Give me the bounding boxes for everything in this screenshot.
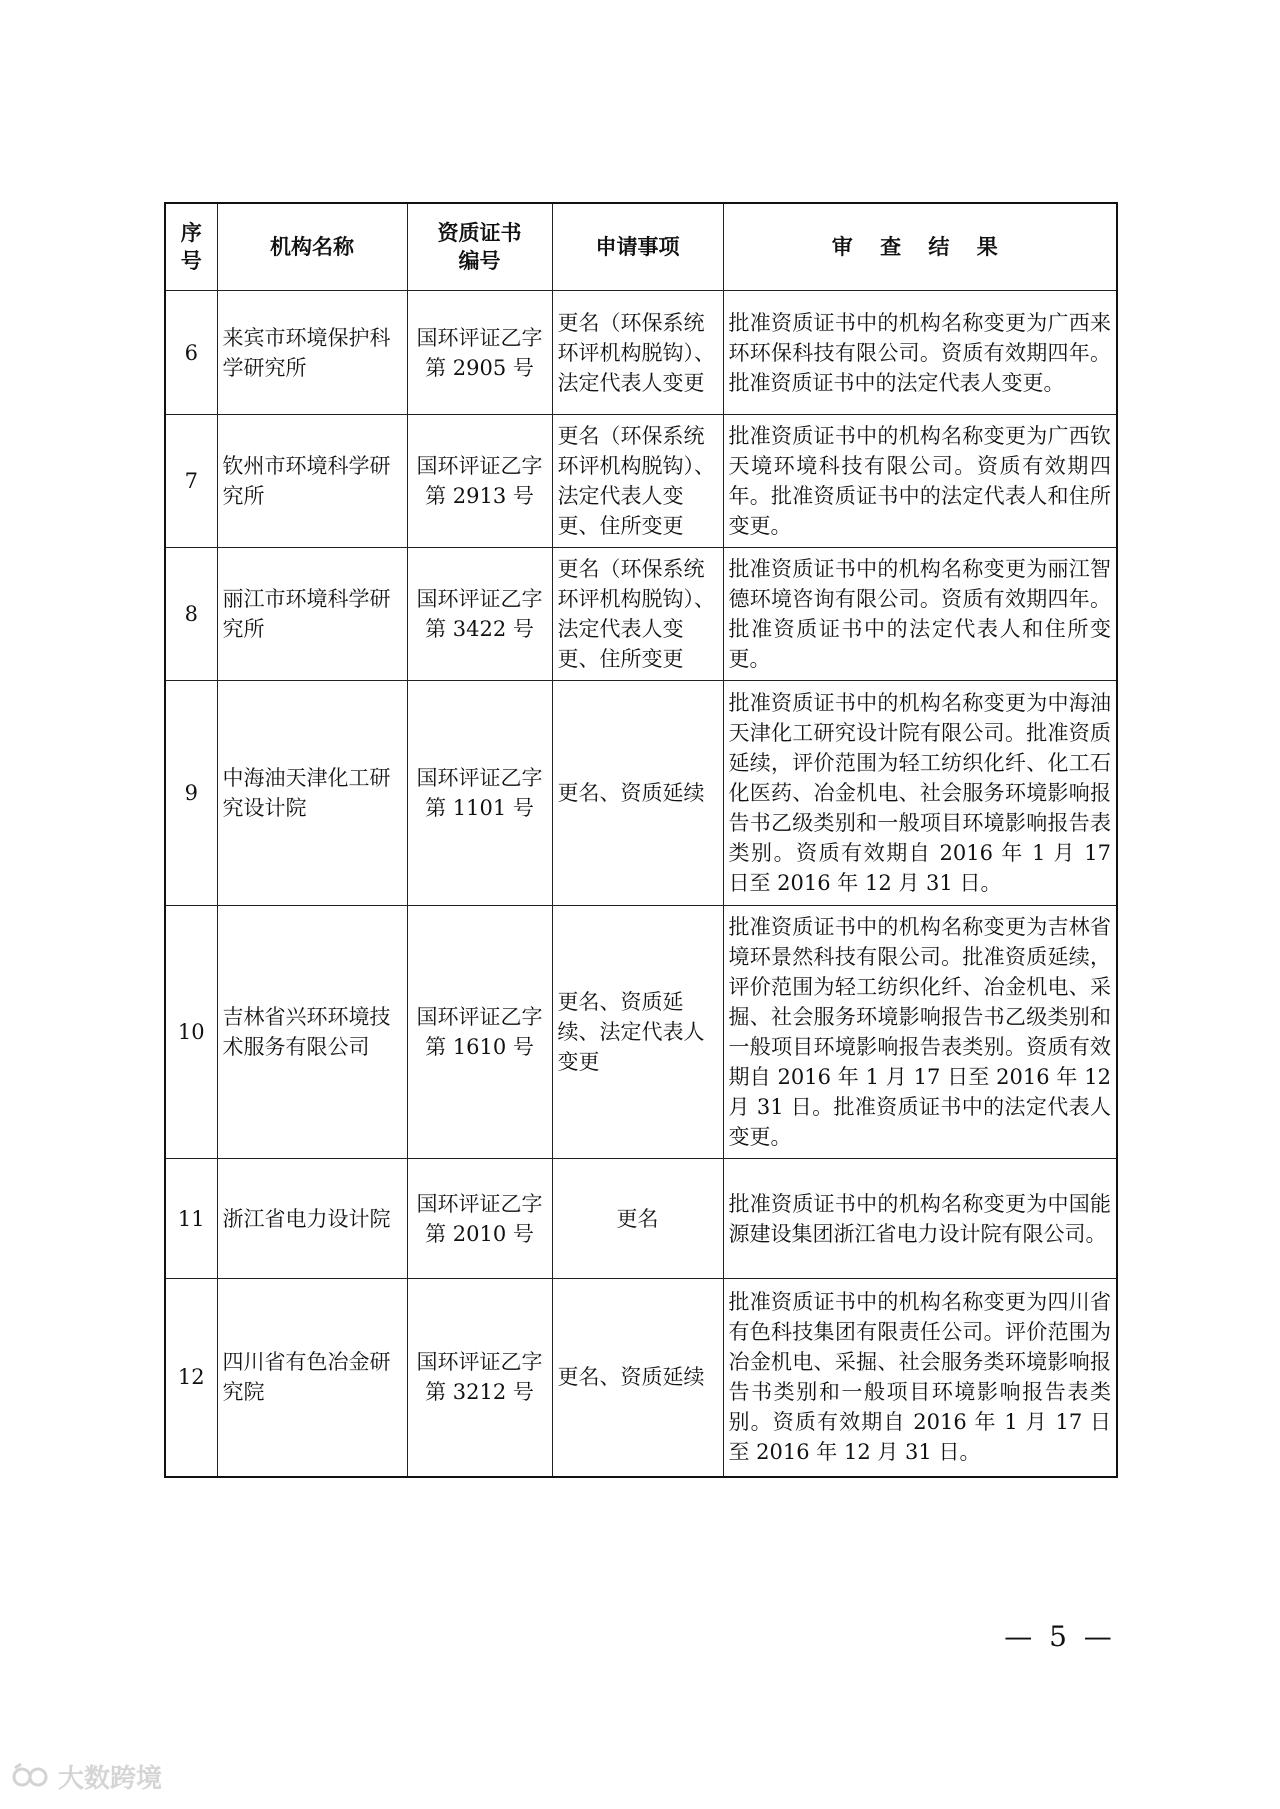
row-seq: 10 [165, 906, 217, 1159]
header-seq: 序号 [165, 203, 217, 291]
table-row [165, 291, 1117, 415]
table-row [165, 681, 1117, 906]
row-result: 批准资质证书中的机构名称变更为丽江智德环境咨询有限公司。资质有效期四年。批准资质证书中的法定代表人和住所变更。 [723, 548, 1117, 681]
row-cert: 国环评证乙字第 2010 号 [407, 1159, 552, 1279]
table-row [165, 906, 1117, 1159]
row-cert: 国环评证乙字第 3212 号 [407, 1279, 552, 1477]
row-item: 更名（环保系统环评机构脱钩）、法定代表人变更 [552, 291, 723, 415]
row-result: 批准资质证书中的机构名称变更为中国能源建设集团浙江省电力设计院有限公司。 [723, 1159, 1117, 1279]
row-result: 批准资质证书中的机构名称变更为四川省有色科技集团有限责任公司。评价范围为冶金机电、采掘、社会服务类环境影响报告书类别和一般项目环境影响报告表类别。资质有效期自 2016 年 1 月 17 日至 2016 年 12 月 31 日。 [723, 1279, 1117, 1477]
table-header-row [165, 203, 1117, 291]
row-name: 来宾市环境保护科学研究所 [217, 291, 407, 415]
row-item: 更名（环保系统环评机构脱钩）、法定代表人变更、住所变更 [552, 548, 723, 681]
row-seq: 12 [165, 1279, 217, 1477]
watermark-text: 大数跨境 [58, 1764, 163, 1794]
row-result: 批准资质证书中的机构名称变更为广西钦天境环境科技有限公司。资质有效期四年。批准资质证书中的法定代表人和住所变更。 [723, 415, 1117, 548]
row-name: 丽江市环境科学研究所 [217, 548, 407, 681]
review-results-table [164, 202, 1118, 1478]
row-result: 批准资质证书中的机构名称变更为中海油天津化工研究设计院有限公司。批准资质延续，评价范围为轻工纺织化纤、化工石化医药、冶金机电、社会服务环境影响报告书乙级类别和一般项目环境影响报告表类别。资质有效期自 2016 年 1 月 17 日至 2016 年 12 月 31 日。 [723, 681, 1117, 906]
watermark-logo-icon [12, 1762, 52, 1792]
row-result: 批准资质证书中的机构名称变更为吉林省境环景然科技有限公司。批准资质延续，评价范围为轻工纺织化纤、冶金机电、采掘、社会服务环境影响报告书乙级类别和一般项目环境影响报告表类别。资质有效期自 2016 年 1 月 17 日至 2016 年 12 月 31 日。批准资质证书中的法定代表人变更。 [723, 906, 1117, 1159]
row-item: 更名、资质延续、法定代表人变更 [552, 906, 723, 1159]
row-cert: 国环评证乙字第 3422 号 [407, 548, 552, 681]
row-name: 中海油天津化工研究设计院 [217, 681, 407, 906]
row-name: 四川省有色冶金研究院 [217, 1279, 407, 1477]
page-number: — 5 — [1004, 1620, 1116, 1653]
row-item: 更名（环保系统环评机构脱钩）、法定代表人变更、住所变更 [552, 415, 723, 548]
table-row [165, 415, 1117, 548]
table-row [165, 1159, 1117, 1279]
row-cert: 国环评证乙字第 2913 号 [407, 415, 552, 548]
header-item: 申请事项 [552, 203, 723, 291]
row-seq: 9 [165, 681, 217, 906]
table-row [165, 548, 1117, 681]
row-name: 浙江省电力设计院 [217, 1159, 407, 1279]
row-seq: 11 [165, 1159, 217, 1279]
row-seq: 6 [165, 291, 217, 415]
row-name: 吉林省兴环环境技术服务有限公司 [217, 906, 407, 1159]
row-cert: 国环评证乙字第 1610 号 [407, 906, 552, 1159]
row-cert: 国环评证乙字第 2905 号 [407, 291, 552, 415]
row-seq: 8 [165, 548, 217, 681]
row-item: 更名、资质延续 [552, 681, 723, 906]
table-row [165, 1279, 1117, 1477]
row-item: 更名 [552, 1159, 723, 1279]
header-cert: 资质证书编号 [407, 203, 552, 291]
row-name: 钦州市环境科学研究所 [217, 415, 407, 548]
header-result: 审 查 结 果 [723, 203, 1117, 291]
header-name: 机构名称 [217, 203, 407, 291]
row-item: 更名、资质延续 [552, 1279, 723, 1477]
row-seq: 7 [165, 415, 217, 548]
watermark [12, 1758, 162, 1795]
row-result: 批准资质证书中的机构名称变更为广西来环环保科技有限公司。资质有效期四年。批准资质证书中的法定代表人变更。 [723, 291, 1117, 415]
row-cert: 国环评证乙字第 1101 号 [407, 681, 552, 906]
